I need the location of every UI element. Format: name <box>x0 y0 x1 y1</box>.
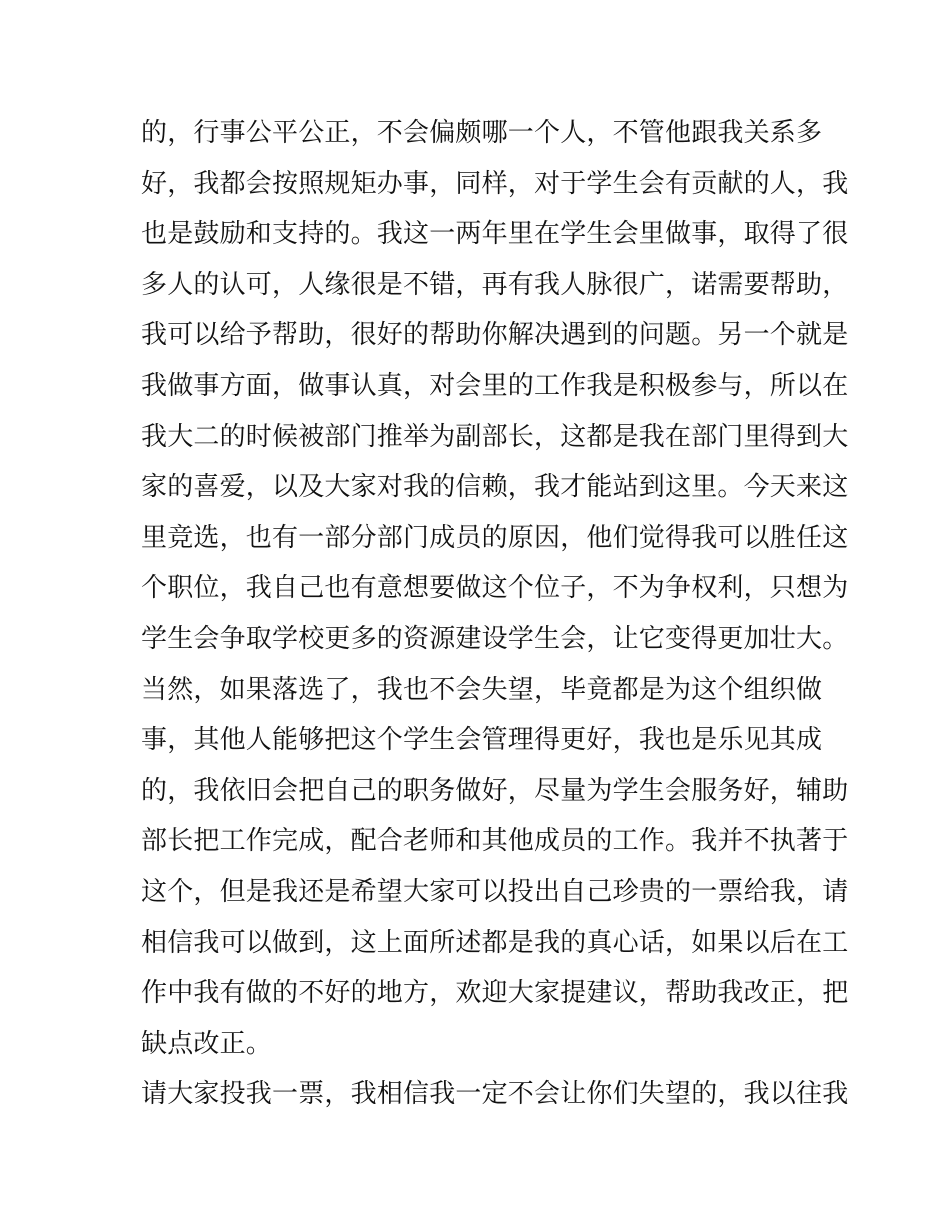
document-body <box>141 108 849 1120</box>
text-line: 家的喜爱，以及大家对我的信赖，我才能站到这里。今天来这 <box>141 472 849 503</box>
text-line: 的，我依旧会把自己的职务做好，尽量为学生会服务好，辅助 <box>141 775 849 806</box>
text-line: 这个，但是我还是希望大家可以投出自己珍贵的一票给我，请 <box>141 876 849 907</box>
text-line: 也是鼓励和支持的。我这一两年里在学生会里做事，取得了很 <box>141 219 849 250</box>
text-line: 多人的认可，人缘很是不错，再有我人脉很广，诺需要帮助， <box>141 269 849 300</box>
text-line: 学生会争取学校更多的资源建设学生会，让它变得更加壮大。 <box>141 623 849 654</box>
text-line: 当然，如果落选了，我也不会失望，毕竟都是为这个组织做 <box>141 674 823 705</box>
text-line: 事，其他人能够把这个学生会管理得更好，我也是乐见其成 <box>141 725 823 756</box>
text-line: 我可以给予帮助，很好的帮助你解决遇到的问题。另一个就是 <box>141 320 849 351</box>
text-line: 请大家投我一票，我相信我一定不会让你们失望的，我以往我 <box>141 1079 849 1110</box>
text-line: 作中我有做的不好的地方，欢迎大家提建议，帮助我改正，把 <box>141 978 849 1009</box>
text-line: 部长把工作完成，配合老师和其他成员的工作。我并不执著于 <box>141 826 849 857</box>
text-line: 个职位，我自己也有意想要做这个位子，不为争权利，只想为 <box>141 573 849 604</box>
text-line: 相信我可以做到，这上面所述都是我的真心话，如果以后在工 <box>141 927 849 958</box>
text-line: 好，我都会按照规矩办事，同样，对于学生会有贡献的人，我 <box>141 168 849 199</box>
text-line: 我大二的时候被部门推举为副部长，这都是我在部门里得到大 <box>141 421 849 452</box>
text-line: 里竞选，也有一部分部门成员的原因，他们觉得我可以胜任这 <box>141 522 849 553</box>
text-line: 我做事方面，做事认真，对会里的工作我是积极参与，所以在 <box>141 370 849 401</box>
text-line: 缺点改正。 <box>141 1028 273 1059</box>
text-line: 的，行事公平公正，不会偏颇哪一个人，不管他跟我关系多 <box>141 118 823 148</box>
